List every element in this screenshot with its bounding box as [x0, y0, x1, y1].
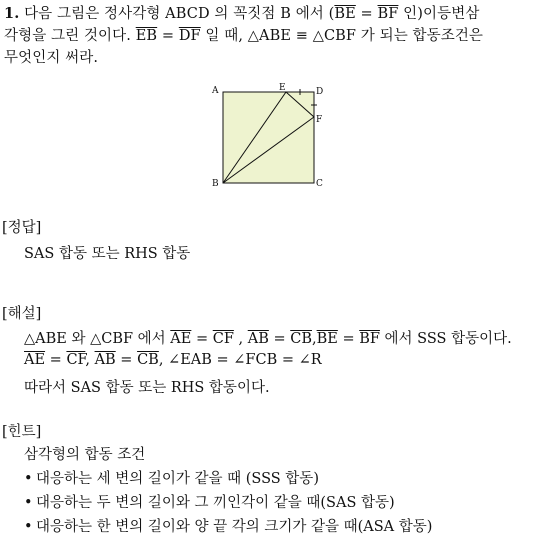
hint-item — [24, 467, 319, 488]
bullet-icon: • — [24, 519, 33, 535]
equals-sign: = — [115, 352, 138, 368]
equals-sign: = — [191, 331, 213, 347]
segment-cb: $\overline{CB}$ — [137, 352, 159, 368]
segment-df: $\overline{DF}$ — [178, 28, 201, 44]
question-line-1 — [4, 2, 479, 23]
question-text: 인)이등변삼 — [398, 6, 480, 22]
segment-ab: $\overline{AB}$ — [94, 352, 116, 368]
hint-item-text: 대응하는 세 변의 길이가 같을 때 (SSS 합동) — [36, 471, 319, 487]
question-text: 각형을 그린 것이다. — [4, 28, 136, 44]
explanation-text: △ABE 와 △CBF 에서 — [24, 331, 171, 347]
equals-sign: = — [268, 331, 291, 347]
segment-cf: $\overline{CF}$ — [212, 331, 234, 347]
equals-sign: = — [45, 352, 67, 368]
hint-title: 삼각형의 합동 조건 — [24, 447, 146, 463]
question-line-2 — [4, 24, 483, 45]
explanation-heading: [해설] — [2, 306, 42, 322]
segment-eb: $\overline{EB}$ — [135, 28, 158, 44]
segment-ae: $\overline{AE}$ — [24, 352, 46, 368]
segment-ae: $\overline{AE}$ — [170, 331, 192, 347]
label-f: F — [316, 115, 323, 125]
hint-item — [24, 515, 432, 536]
hint-heading: [힌트] — [2, 424, 42, 440]
segment-bf: $\overline{BF}$ — [359, 331, 380, 347]
label-d: D — [316, 87, 324, 97]
equals-sign: = — [157, 28, 179, 44]
hint-item-text: 대응하는 두 변의 길이와 그 끼인각이 같을 때(SAS 합동) — [36, 495, 395, 511]
answer-heading: [정답] — [2, 220, 42, 236]
question-line-3 — [4, 46, 98, 67]
square-figure — [208, 80, 332, 192]
question-text: 다음 그림은 정사각형 ABCD 의 꼭짓점 B 에서 ( — [24, 6, 335, 22]
hint-item — [24, 491, 395, 512]
question-text: 일 때, △ABE ≡ △CBF 가 되는 합동조건은 — [200, 28, 484, 44]
bullet-icon: • — [24, 495, 33, 511]
equals-sign: = — [337, 331, 360, 347]
label-e: E — [279, 83, 286, 93]
square-abcd — [223, 92, 314, 183]
separator: , — [85, 352, 95, 368]
explanation-line-3: 따라서 SAS 합동 또는 RHS 합동이다. — [24, 380, 270, 396]
label-b: B — [212, 179, 219, 189]
label-c: C — [316, 179, 323, 189]
segment-cf: $\overline{CF}$ — [66, 352, 86, 368]
angle-equality: , ∠EAB = ∠FCB = ∠R — [158, 352, 322, 368]
segment-be: $\overline{BE}$ — [334, 6, 356, 22]
explanation-line-2 — [24, 352, 322, 368]
separator: , — [311, 331, 317, 347]
segment-be: $\overline{BE}$ — [316, 331, 338, 347]
separator: , — [233, 331, 248, 347]
explanation-line-1 — [24, 327, 512, 348]
question-number: 1. — [4, 5, 20, 22]
question-text: 무엇인지 써라. — [4, 50, 99, 66]
explanation-text: 에서 SSS 합동이다. — [379, 331, 512, 347]
answer-text: SAS 합동 또는 RHS 합동 — [24, 246, 191, 262]
segment-ab: $\overline{AB}$ — [247, 331, 269, 347]
segment-bf: $\overline{BF}$ — [377, 6, 399, 22]
label-a: A — [212, 86, 219, 96]
bullet-icon: • — [24, 471, 33, 487]
segment-cb: $\overline{CB}$ — [290, 331, 312, 347]
equals-sign: = — [355, 6, 378, 22]
hint-item-text: 대응하는 한 변의 길이와 양 끝 각의 크기가 같을 때(ASA 합동) — [36, 519, 433, 535]
